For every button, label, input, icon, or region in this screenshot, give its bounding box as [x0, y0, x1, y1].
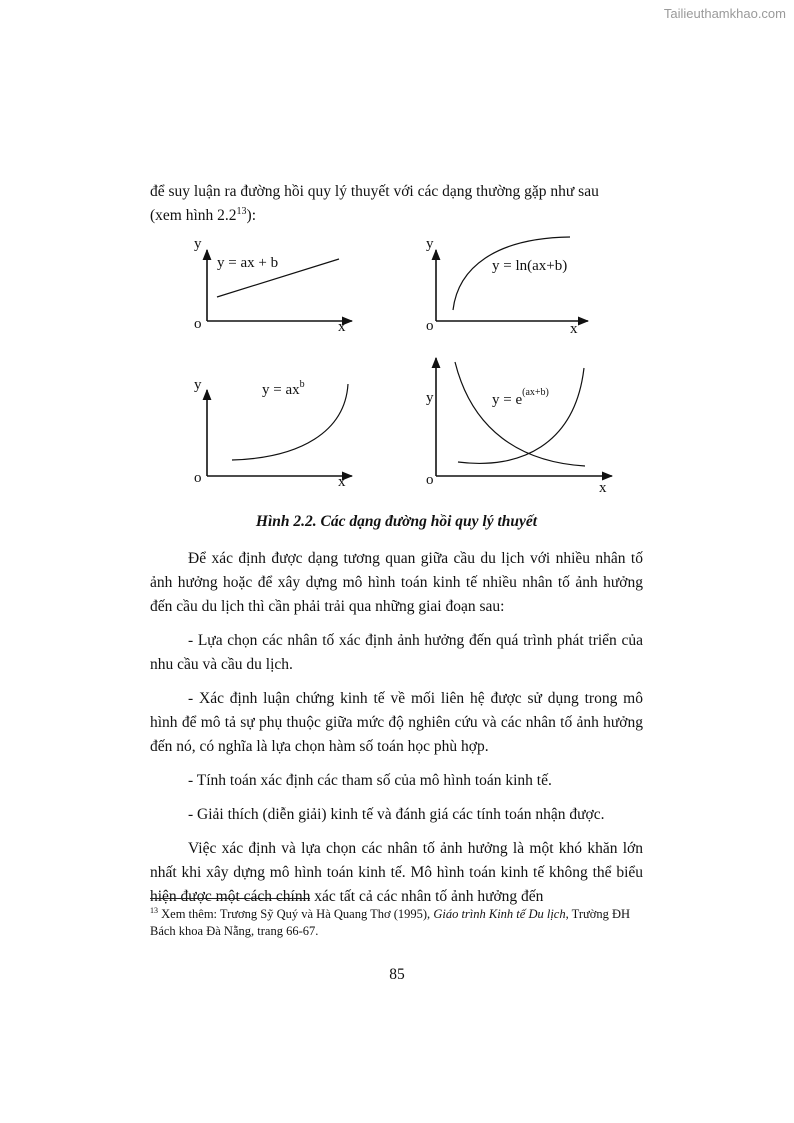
x-label: x [338, 319, 346, 335]
watermark: Tailieuthamkhao.com [663, 6, 786, 21]
page-number: 85 [389, 966, 405, 983]
footnote-reference: 13 [236, 205, 247, 217]
x-label: x [338, 474, 346, 490]
origin-label: o [426, 472, 434, 488]
panel-linear [194, 236, 352, 335]
intro-line-2-end: ): [246, 207, 256, 224]
figure-caption: Hình 2.2. Các dạng đường hồi quy lý thuyết [255, 513, 538, 530]
footnote-divider [150, 898, 310, 899]
curve-exponential-increasing [458, 368, 584, 463]
list-item: - Giải thích (diễn giải) kinh tế và đánh giá các tính toán nhận được. [188, 806, 605, 823]
footnote [150, 906, 643, 940]
formula-power: $y = ax^b$ [262, 379, 305, 398]
y-label: y [194, 377, 202, 393]
footnote-suffix: , Trường ĐH Bách khoa Đà Nẵng, trang 66-67. [150, 907, 631, 938]
paragraph: Để xác định được dạng tương quan giữa cầu du lịch với nhiều nhân tố ảnh hưởng hoặc để xây dựng mô hình toán kinh tế nhiều nhân tố ảnh hưởng đến cầu du lịch thì cần phải trải qua những giai đoạn sau: [150, 550, 643, 615]
list-item: - Lựa chọn các nhân tố xác định ảnh hưởng đến quá trình phát triển của nhu cầu và cầu du lịch. [150, 632, 643, 673]
formula-exponential: $y = e^{(ax+b)}$ [492, 387, 549, 408]
origin-label: o [426, 318, 434, 334]
y-label: y [194, 236, 202, 252]
body-text [150, 547, 643, 919]
x-label: x [599, 480, 607, 496]
footnote-prefix: Xem thêm: Trương Sỹ Quý và Hà Quang Thơ (1995), [158, 907, 434, 921]
origin-label: o [194, 316, 202, 332]
origin-label: o [194, 470, 202, 486]
list-item: - Tính toán xác định các tham số của mô hình toán kinh tế. [188, 772, 552, 789]
panel-power [194, 377, 352, 490]
panel-logarithmic [426, 236, 588, 337]
y-label: y [426, 390, 434, 406]
intro-line-1: để suy luận ra đường hồi quy lý thuyết với các dạng thường gặp như sau [150, 183, 599, 200]
list-item: - Xác định luận chứng kinh tế về mối liên hệ được sử dụng trong mô hình để mô tả sự phụ thuộc giữa mức độ nghiên cứu và các nhân tố ảnh hưởng đến nó, có nghĩa là lựa chọn hàm số toán học phù hợp. [150, 690, 643, 755]
formula-linear: y = ax + b [217, 255, 279, 271]
panel-exponential [426, 358, 612, 496]
y-label: y [426, 236, 434, 252]
intro-line-2: (xem hình 2.2 [150, 207, 237, 224]
curve-exponential-decreasing [455, 362, 585, 466]
footnote-book-title: Giáo trình Kinh tế Du lịch [433, 907, 566, 921]
footnote-number: 13 [150, 905, 158, 915]
paragraph: Việc xác định và lựa chọn các nhân tố ảnh hưởng là một khó khăn lớn nhất khi xây dựng mô hình toán kinh tế. Mô hình toán kinh tế không thể biểu hiện được một cách chính xác tất cả các nhân tố ảnh hưởng đến [150, 840, 643, 905]
x-label: x [570, 321, 578, 337]
formula-logarithmic: y = ln(ax+b) [492, 258, 568, 274]
